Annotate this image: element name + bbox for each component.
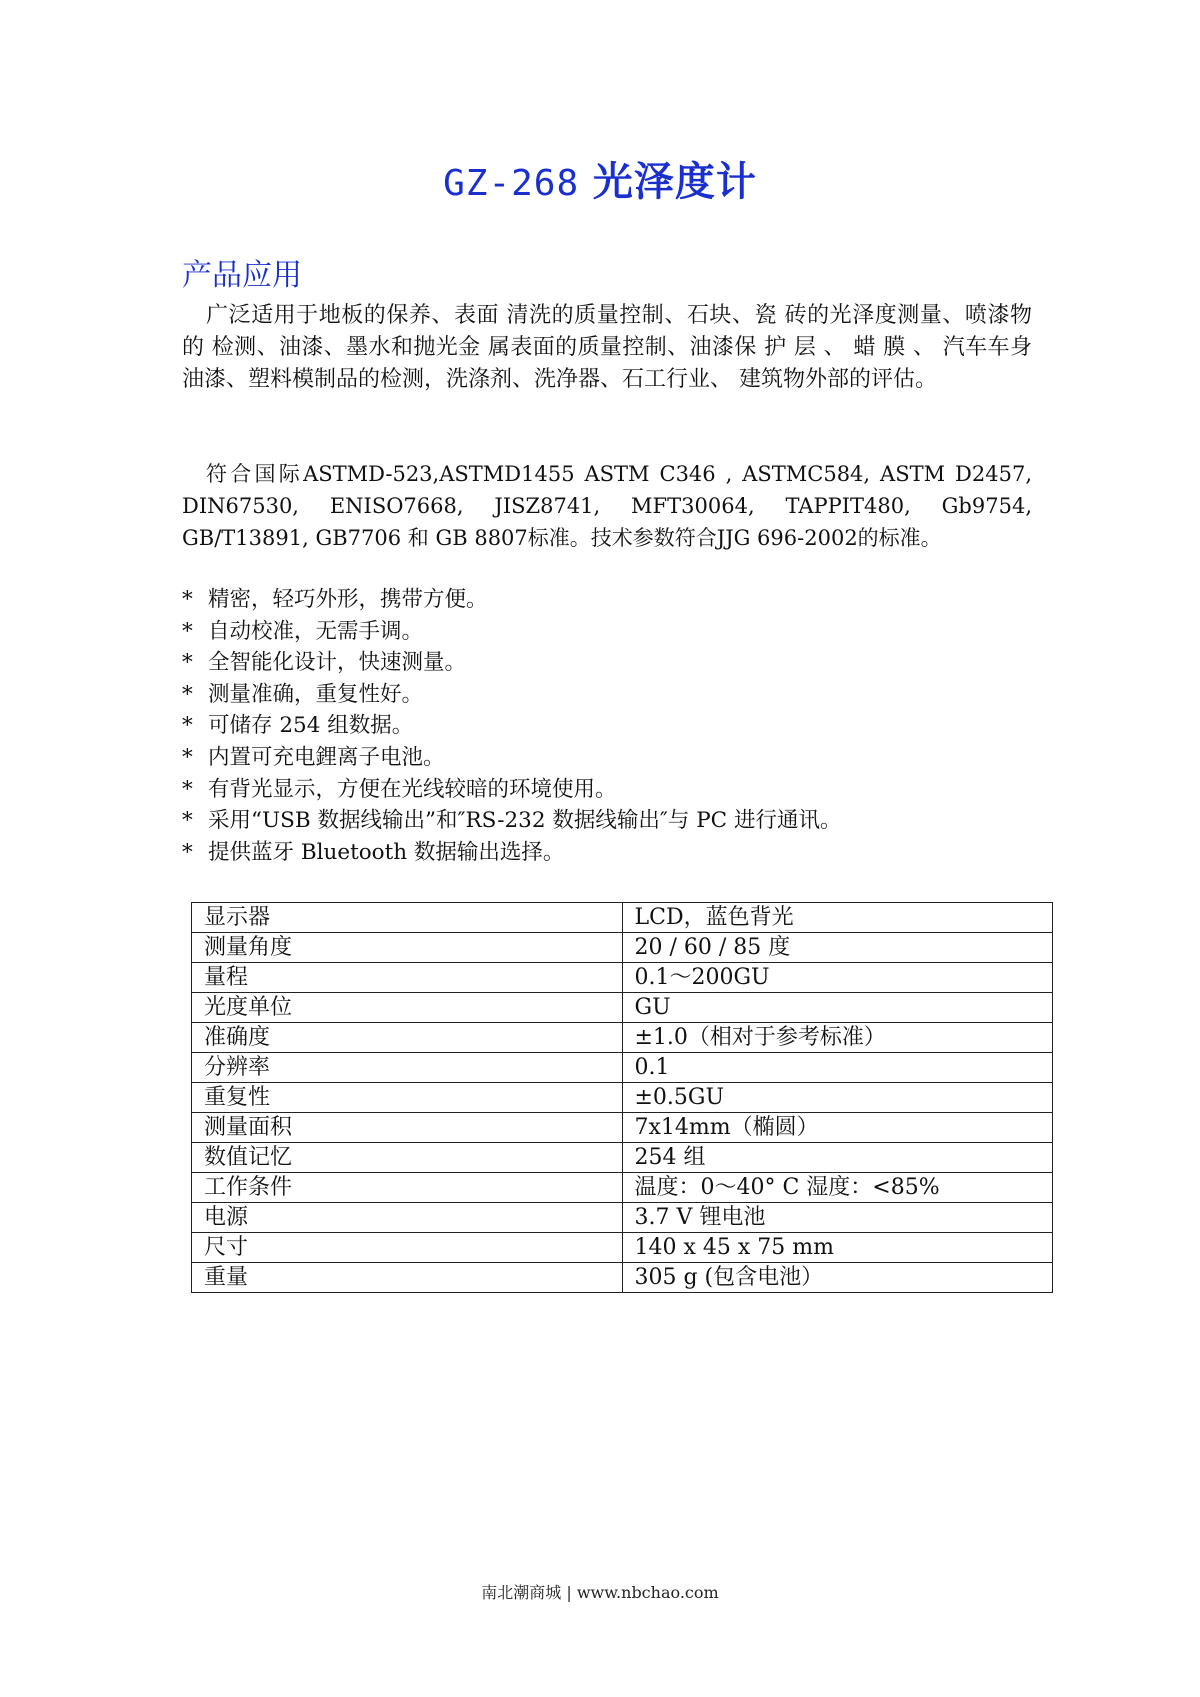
bullet-star: *	[182, 839, 193, 865]
bullet-star: *	[182, 587, 193, 612]
spec-row	[192, 933, 1053, 963]
feature-text: 内置可充电鋰离子电池。	[208, 744, 445, 770]
bullet-star: *	[182, 744, 193, 770]
spec-label: 显示器	[192, 903, 623, 933]
spec-row	[192, 1113, 1053, 1143]
feature-item	[182, 710, 841, 742]
feature-item	[182, 837, 841, 869]
feature-item	[182, 647, 841, 679]
feature-text: 测量准确，重复性好。	[208, 681, 424, 707]
application-paragraph: 广泛适用于地板的保养、表面 清洗的质量控制、石块、瓷 砖的光泽度测量、喷漆物的 检测、油漆、墨水和抛光金 属表面的质量控制、油漆保 护 层 、 蜡 膜 、 汽车车身油漆、塑料模制品的检测，洗涤剂、洗净器、石工行业、 建筑物外部的评估。	[182, 303, 1032, 392]
bullet-star: *	[182, 808, 193, 834]
feature-item	[182, 774, 841, 806]
feature-text: 全智能化设计，快速测量。	[208, 650, 467, 676]
spec-value: 0.1～200GU	[622, 963, 1053, 993]
section-heading-application: 产品应用	[182, 258, 302, 293]
footer: 南北潮商城 | www.nbchao.com	[481, 1583, 719, 1602]
spec-value: 0.1	[622, 1053, 1053, 1083]
spec-value: ±1.0（相对于参考标准）	[622, 1023, 1053, 1053]
spec-table	[191, 902, 1053, 1293]
feature-text: 有背光显示，方便在光线较暗的环境使用。	[208, 776, 617, 802]
spec-label: 重复性	[192, 1083, 623, 1113]
spec-label: 工作条件	[192, 1173, 623, 1203]
spec-table-body	[192, 903, 1053, 1293]
spec-label: 分辨率	[192, 1053, 623, 1083]
bullet-star: *	[182, 681, 193, 707]
spec-row	[192, 1263, 1053, 1293]
spec-row	[192, 1203, 1053, 1233]
spec-row	[192, 1143, 1053, 1173]
spec-value: GU	[622, 993, 1053, 1023]
feature-text: 精密，轻巧外形，携带方便。	[208, 587, 488, 612]
bullet-star: *	[182, 713, 193, 739]
standards-paragraph: 符合国际ASTMD-523,ASTMD1455 ASTM C346 , ASTMC584, ASTM D2457, DIN67530, ENISO7668, JISZ8741, MFT30064, TAPPIT480, Gb9754, GB/T13891, GB7706 和 GB 8807标准。技术参数符合JJG 696-2002的标准。	[182, 462, 1032, 550]
feature-item	[182, 584, 841, 616]
spec-label: 数值记忆	[192, 1143, 623, 1173]
spec-row	[192, 903, 1053, 933]
bullet-star: *	[182, 618, 193, 644]
spec-label: 电源	[192, 1203, 623, 1233]
feature-item	[182, 805, 841, 837]
spec-label: 准确度	[192, 1023, 623, 1053]
spec-row	[192, 993, 1053, 1023]
title-name: 光泽度计	[592, 158, 757, 205]
spec-value: ±0.5GU	[622, 1083, 1053, 1113]
feature-text: 自动校准，无需手调。	[208, 618, 424, 644]
bullet-star: *	[182, 650, 193, 676]
spec-row	[192, 1053, 1053, 1083]
spec-label: 重量	[192, 1263, 623, 1293]
feature-list	[182, 584, 841, 868]
spec-value: 140 x 45 x 75 mm	[622, 1233, 1053, 1263]
spec-label: 测量角度	[192, 933, 623, 963]
spec-value: 3.7 V 锂电池	[622, 1203, 1053, 1233]
spec-row	[192, 1173, 1053, 1203]
spec-row	[192, 1233, 1053, 1263]
spec-value: 254 组	[622, 1143, 1053, 1173]
spec-value: 温度：0～40° C 湿度：<85%	[622, 1173, 1053, 1203]
spec-row	[192, 1083, 1053, 1113]
feature-item	[182, 679, 841, 711]
feature-item	[182, 616, 841, 648]
spec-label: 尺寸	[192, 1233, 623, 1263]
feature-item	[182, 742, 841, 774]
spec-value: LCD，蓝色背光	[622, 903, 1053, 933]
page-title	[0, 150, 1200, 207]
feature-text: 可储存 254 组数据。	[208, 713, 414, 739]
spec-label: 测量面积	[192, 1113, 623, 1143]
spec-row	[192, 1023, 1053, 1053]
spec-label: 量程	[192, 963, 623, 993]
feature-text: 采用“USB 数据线输出”和″RS-232 数据线输出″与 PC 进行通讯。	[208, 808, 842, 834]
spec-label: 光度单位	[192, 993, 623, 1023]
spec-row	[192, 963, 1053, 993]
bullet-star: *	[182, 776, 193, 802]
feature-text: 提供蓝牙 Bluetooth 数据输出选择。	[208, 839, 565, 865]
spec-value: 20 / 60 / 85 度	[622, 933, 1053, 963]
spec-value: 305 g (包含电池）	[622, 1263, 1053, 1293]
title-model: GZ-268	[443, 163, 580, 204]
spec-value: 7x14mm（椭圆）	[622, 1113, 1053, 1143]
